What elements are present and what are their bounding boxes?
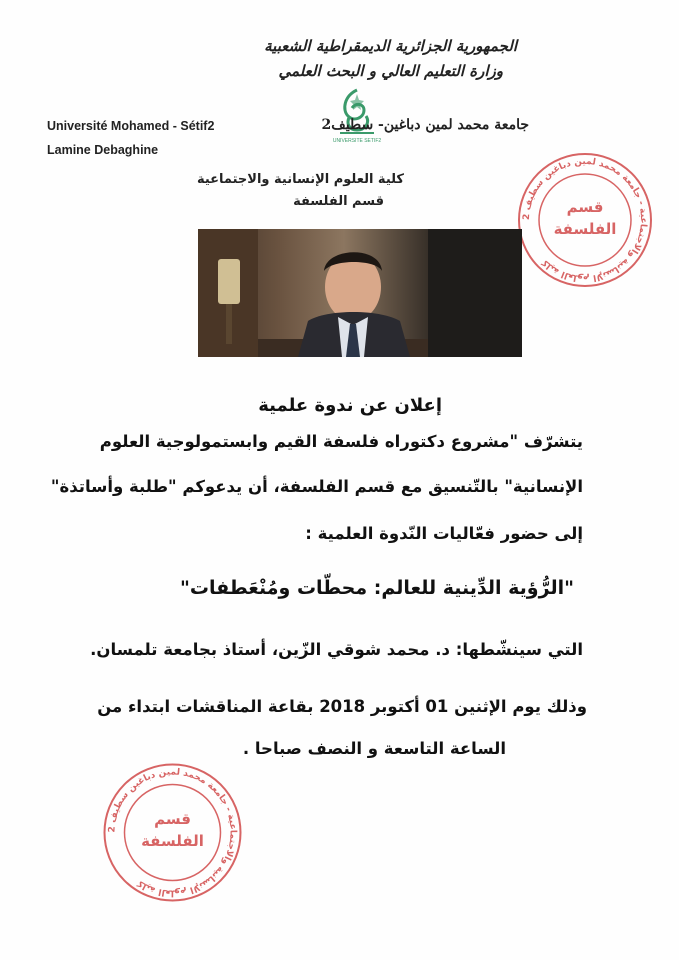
university-name-ar: جامعة محمد لمين دباغين- سطيف2 [321,117,529,133]
stamp-ring-text: كلية العلوم الإنسانية والاجتماعية - جامعة محمد لمين دباغين سطيف 2 [521,156,649,284]
university-name-fr-line1: Université Mohamed - Sétif2 [47,119,215,133]
announcement-title: إعلان عن ندوة علمية [258,395,442,416]
department-stamp-top [515,150,655,290]
body-line-3: إلى حضور فعّاليات النّدوة العلمية : [305,524,583,543]
university-logo [334,86,380,146]
speaker-photo [198,229,522,357]
stamp-bottom-line1: قسم [154,810,191,828]
department-stamp-bottom [100,760,245,905]
body-line-1: يتشرّف "مشروع دكتوراه فلسفة القيم وابستمولوجية العلوم [99,432,583,451]
stamp-ring-text-bottom: كلية العلوم الإنسانية والاجتماعية - جامعة محمد لمين دباغين سطيف 2 [107,767,238,898]
logo-caption: UNIVERSITE SETIF2 [332,138,382,144]
faculty-name: كلية العلوم الإنسانية والاجتماعية [196,172,404,187]
schedule-line-2: الساعة التاسعة و النصف صباحا . [242,739,506,758]
stamp-bottom-line2: الفلسفة [141,832,204,850]
department-name: قسم الفلسفة [293,194,384,209]
seminar-topic: "الرُّؤية الدِّينية للعالم: محطّات ومُنْعَطفات" [179,577,574,599]
ministry-title: وزارة التعليم العالي و البحث العلمي [278,62,503,80]
university-name-fr-line2: Lamine Debaghine [47,143,159,157]
presenter-line: التي سينشّطها: د. محمد شوقي الزّين، أستاذ بجامعة تلمسان. [90,640,583,659]
republic-title: الجمهورية الجزائرية الديمقراطية الشعبية [264,37,517,55]
stamp-line2: الفلسفة [553,220,617,238]
body-line-2: الإنسانية" بالتّنسيق مع قسم الفلسفة، أن يدعوكم "طلبة وأساتذة" [50,477,583,496]
stamp-line1: قسم [566,198,604,216]
schedule-line-1: وذلك يوم الإثنين 01 أكتوبر 2018 بقاعة المناقشات ابتداء من [97,697,587,716]
